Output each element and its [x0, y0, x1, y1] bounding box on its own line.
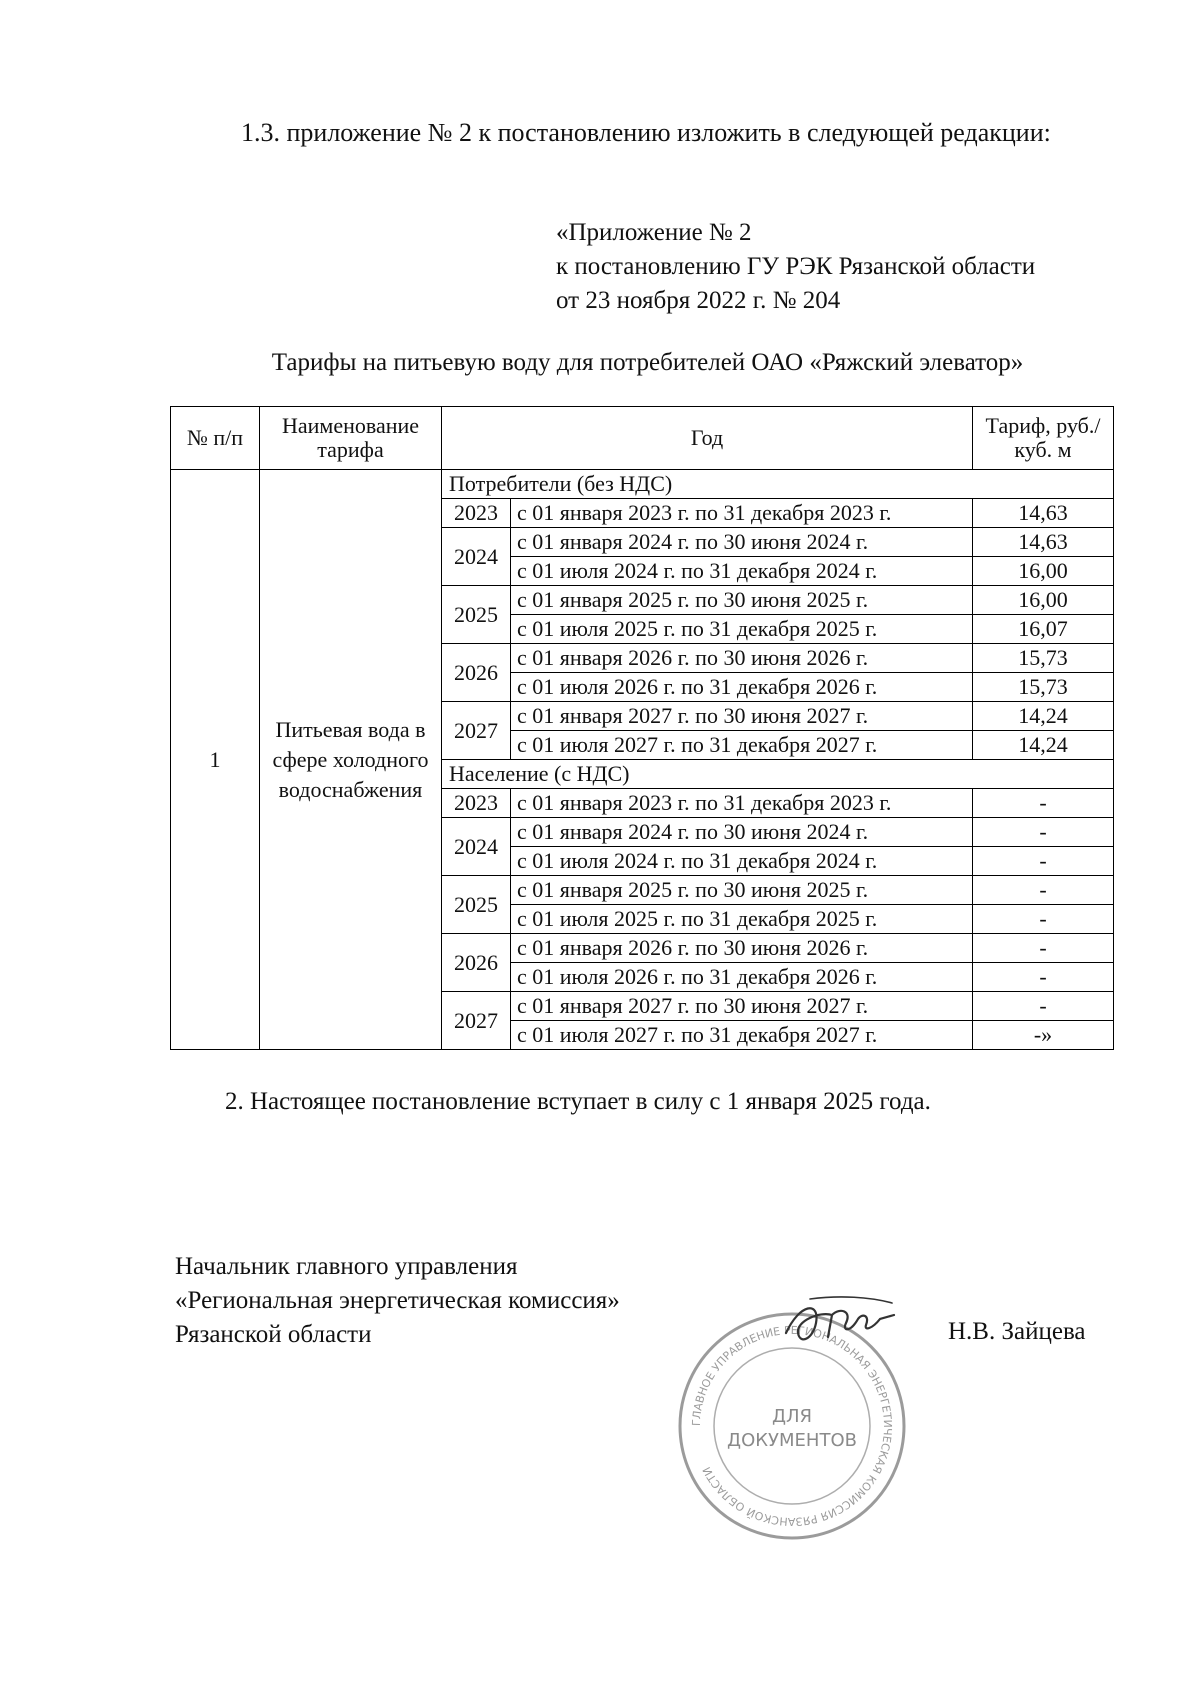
- year-cell: 2025: [442, 876, 511, 934]
- table-title: Тарифы на питьевую воду для потребителей ОАО «Ряжский элеватор»: [271, 349, 1024, 376]
- year-cell: 2027: [442, 992, 511, 1050]
- effective-clause: 2. Настоящее постановление вступает в силу с 1 января 2025 года.: [225, 1088, 931, 1115]
- appendix-line-3: от 23 ноября 2022 г. № 204: [556, 287, 841, 314]
- year-cell: 2024: [442, 818, 511, 876]
- period-cell: с 01 января 2025 г. по 30 июня 2025 г.: [511, 876, 973, 905]
- stamp-center-line-1: ДЛЯ: [771, 1406, 813, 1427]
- period-cell: с 01 января 2026 г. по 30 июня 2026 г.: [511, 934, 973, 963]
- signatory-title-1: Начальник главного управления: [175, 1253, 518, 1280]
- tariff-value-cell: -: [973, 963, 1114, 992]
- tariff-value-cell: -: [973, 905, 1114, 934]
- intro-paragraph: [175, 116, 1120, 150]
- tariff-value-cell: -: [973, 818, 1114, 847]
- year-cell: 2024: [442, 528, 511, 586]
- period-cell: с 01 июля 2024 г. по 31 декабря 2024 г.: [511, 557, 973, 586]
- header-name: Наименование тарифа: [260, 407, 442, 470]
- tariff-value-cell: 14,24: [973, 702, 1114, 731]
- stamp-center-line-2: ДОКУМЕНТОВ: [727, 1430, 857, 1451]
- period-cell: с 01 июля 2026 г. по 31 декабря 2026 г.: [511, 963, 973, 992]
- tariff-value-cell: -: [973, 992, 1114, 1021]
- handwritten-signature-icon: [780, 1293, 900, 1353]
- year-cell: 2026: [442, 644, 511, 702]
- signatory-name: Н.В. Зайцева: [948, 1318, 1086, 1345]
- tariff-value-cell: 14,24: [973, 731, 1114, 760]
- signatory-title-3: Рязанской области: [175, 1321, 372, 1348]
- period-cell: с 01 января 2027 г. по 30 июня 2027 г.: [511, 702, 973, 731]
- tariff-value-cell: 14,63: [973, 528, 1114, 557]
- tariff-table: [170, 406, 1114, 1050]
- intro-text: 1.3. приложение № 2 к постановлению изложить в следующей редакции:: [241, 118, 1051, 147]
- stamp-ring-text: ГЛАВНОЕ УПРАВЛЕНИЕ РЕГИОНАЛЬНАЯ ЭНЕРГЕТИЧЕСКАЯ КОМИССИЯ РЯЗАНСКОЙ ОБЛАСТИ: [689, 1323, 895, 1529]
- tariff-value-cell: 15,73: [973, 673, 1114, 702]
- period-cell: с 01 января 2026 г. по 30 июня 2026 г.: [511, 644, 973, 673]
- group-label: Потребители (без НДС): [442, 470, 1114, 499]
- period-cell: с 01 января 2027 г. по 30 июня 2027 г.: [511, 992, 973, 1021]
- tariff-value-cell: 16,00: [973, 586, 1114, 615]
- tariff-value-cell: -: [973, 934, 1114, 963]
- period-cell: с 01 июля 2027 г. по 31 декабря 2027 г.: [511, 1021, 973, 1050]
- period-cell: с 01 июля 2026 г. по 31 декабря 2026 г.: [511, 673, 973, 702]
- period-cell: с 01 июля 2027 г. по 31 декабря 2027 г.: [511, 731, 973, 760]
- period-cell: с 01 июля 2024 г. по 31 декабря 2024 г.: [511, 847, 973, 876]
- row-number: 1: [171, 470, 260, 1050]
- year-cell: 2025: [442, 586, 511, 644]
- tariff-value-cell: -: [973, 847, 1114, 876]
- year-cell: 2026: [442, 934, 511, 992]
- period-cell: с 01 января 2025 г. по 30 июня 2025 г.: [511, 586, 973, 615]
- header-year: Год: [442, 407, 973, 470]
- group-row: [171, 470, 1114, 499]
- header-tariff: Тариф, руб./куб. м: [973, 407, 1114, 470]
- period-cell: с 01 июля 2025 г. по 31 декабря 2025 г.: [511, 615, 973, 644]
- tariff-value-cell: -: [973, 876, 1114, 905]
- appendix-line-1: «Приложение № 2: [556, 219, 752, 246]
- year-cell: 2023: [442, 499, 511, 528]
- tariff-value-cell: -»: [973, 1021, 1114, 1050]
- period-cell: с 01 января 2024 г. по 30 июня 2024 г.: [511, 818, 973, 847]
- period-cell: с 01 июля 2025 г. по 31 декабря 2025 г.: [511, 905, 973, 934]
- year-cell: 2023: [442, 789, 511, 818]
- tariff-value-cell: 15,73: [973, 644, 1114, 673]
- tariff-value-cell: -: [973, 789, 1114, 818]
- period-cell: с 01 января 2023 г. по 31 декабря 2023 г.: [511, 499, 973, 528]
- tariff-name: Питьевая вода в сфере холодного водоснабжения: [260, 470, 442, 1050]
- appendix-line-2: к постановлению ГУ РЭК Рязанской области: [556, 253, 1036, 280]
- group-label: Население (с НДС): [442, 760, 1114, 789]
- header-num: № п/п: [171, 407, 260, 470]
- tariff-value-cell: 14,63: [973, 499, 1114, 528]
- table-header-row: [171, 407, 1114, 470]
- signatory-title-2: «Региональная энергетическая комиссия»: [175, 1287, 620, 1314]
- signatory-block: [175, 1250, 620, 1352]
- period-cell: с 01 января 2023 г. по 31 декабря 2023 г.: [511, 789, 973, 818]
- tariff-value-cell: 16,07: [973, 615, 1114, 644]
- appendix-header: [556, 216, 1035, 318]
- year-cell: 2027: [442, 702, 511, 760]
- tariff-value-cell: 16,00: [973, 557, 1114, 586]
- period-cell: с 01 января 2024 г. по 30 июня 2024 г.: [511, 528, 973, 557]
